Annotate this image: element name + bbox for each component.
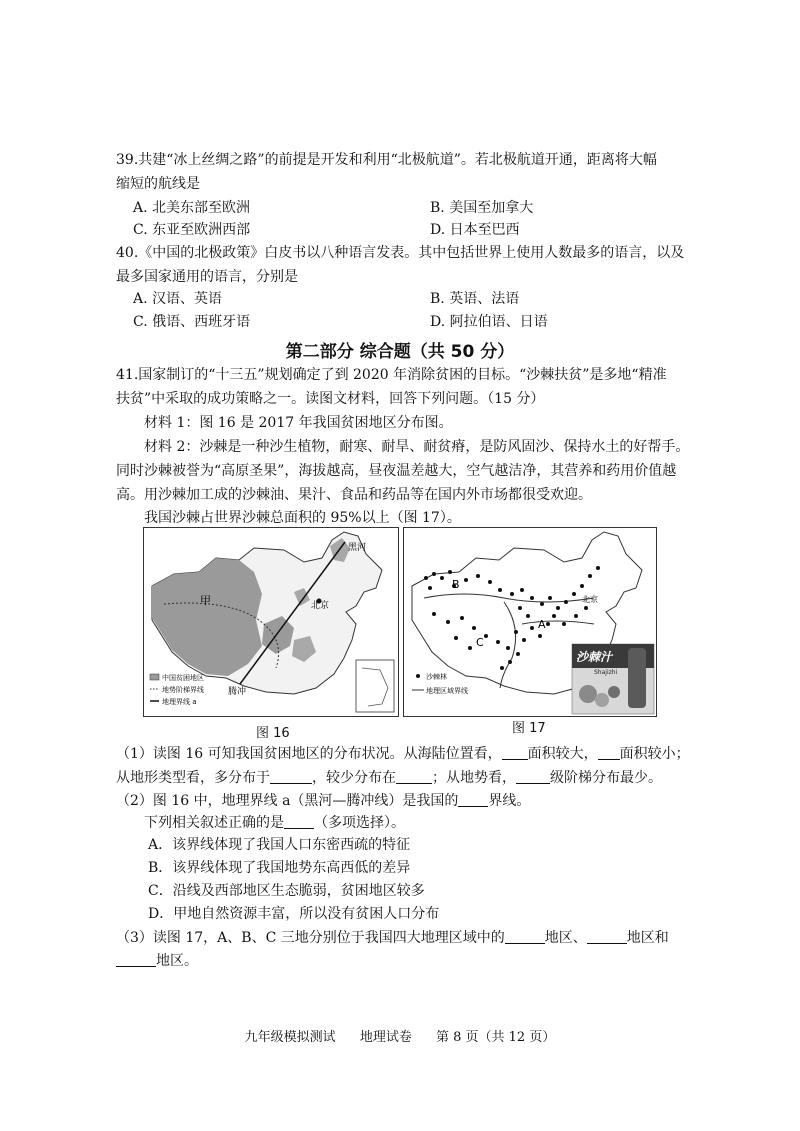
sub2-text3: 下列相关叙述正确的是 xyxy=(144,815,284,831)
sub3-blank3[interactable] xyxy=(116,952,156,967)
sub2-option-a: A．该界线体现了我国人口东密西疏的特征 xyxy=(148,837,411,853)
label-beijing: 北京 xyxy=(311,601,330,611)
sub1-blank4[interactable] xyxy=(396,769,432,784)
sub3-line1 xyxy=(116,928,669,948)
q41-material2-line1: 材料 2：沙棘是一种沙生植物，耐寒、耐旱、耐贫瘠，是防风固沙、保持水土的好帮手。 xyxy=(144,439,690,455)
page-footer xyxy=(0,1026,800,1045)
product-subtext: Shajizhi xyxy=(594,669,618,676)
footer-exam: 九年级模拟测试 xyxy=(244,1030,336,1045)
sub1-text7: 级阶梯分布最少。 xyxy=(550,770,662,786)
sub2-line1 xyxy=(116,791,530,811)
label-b: B xyxy=(452,578,460,591)
sub2-blank2[interactable] xyxy=(284,814,314,829)
q41-material1: 材料 1：图 16 是 2017 年我国贫困地区分布图。 xyxy=(144,415,453,431)
legend-poor-label: 中国贫困地区 xyxy=(162,674,204,682)
sub3-line2 xyxy=(116,951,198,971)
sub3-blank1[interactable] xyxy=(505,929,545,944)
q39-option-a: A. 北美东部至欧洲 xyxy=(133,200,251,216)
footer-page: 第 8 页（共 12 页） xyxy=(435,1030,556,1045)
sub2-option-c: C．沿线及西部地区生态脆弱，贫困地区较多 xyxy=(148,883,425,899)
sub1-text1: （1）读图 16 可知我国贫困地区的分布状况。从海陆位置看， xyxy=(116,746,502,762)
label-c: C xyxy=(476,636,484,649)
seabuckthorn-juice-photo xyxy=(572,644,654,714)
label-jia: 甲 xyxy=(200,594,211,607)
sub1-blank2[interactable] xyxy=(598,745,620,760)
section-title: 第二部分 综合题（共 50 分） xyxy=(285,342,515,362)
figure-16-map xyxy=(143,527,399,717)
q41-stem-line2: 扶贫”中采取的成功策略之一。读图文材料，回答下列问题。（15 分） xyxy=(116,391,545,407)
sub1-text6: ；从地势看， xyxy=(432,770,516,786)
label-beijing-17: 北京 xyxy=(582,595,598,604)
q40-stem-line1: 40.《中国的北极政策》白皮书以八种语言发表。其中包括世界上使用人数最多的语言，以及 xyxy=(116,245,685,261)
sub1-line1 xyxy=(116,744,690,764)
china-seabuckthorn-map xyxy=(404,528,656,716)
legend-line-a-label: 地理界线 a xyxy=(162,698,197,706)
sub2-option-d: D．甲地自然资源丰富，所以没有贫困人口分布 xyxy=(148,906,440,922)
q39-option-b: B. 美国至加拿大 xyxy=(430,200,534,216)
q40-option-a: A. 汉语、英语 xyxy=(133,291,223,307)
sub1-text5: ，较少分布在 xyxy=(312,770,396,786)
sub3-text2: 地区、 xyxy=(544,930,587,946)
legend-forest-label: 沙棘林 xyxy=(426,673,447,681)
figure-17-map xyxy=(403,527,657,717)
sub1-blank3[interactable] xyxy=(270,769,312,784)
legend-forest-swatch xyxy=(416,674,420,678)
sub3-text4: 地区。 xyxy=(156,953,198,969)
q41-material2-line3: 高。用沙棘加工成的沙棘油、果汁、食品和药品等在国内外市场都很受欢迎。 xyxy=(116,487,592,503)
footer-subject: 地理试卷 xyxy=(359,1030,412,1045)
figure-17-caption: 图 17 xyxy=(512,721,546,736)
legend-boundary-label: 地理区域界线 xyxy=(426,687,468,695)
legend-terrace-label: 地势阶梯界线 xyxy=(162,686,204,694)
q39-option-d: D. 日本至巴西 xyxy=(430,222,520,238)
sub1-blank1[interactable] xyxy=(502,745,528,760)
label-tengchong: 腾冲 xyxy=(228,687,247,697)
sub3-text1: （3）读图 17，A、B、C 三地分别位于我国四大地理区域中的 xyxy=(116,930,505,946)
sub1-text2: 面积较大， xyxy=(527,746,598,762)
label-heihe: 黑河 xyxy=(348,543,367,553)
south-china-sea-inset xyxy=(356,660,394,712)
product-text: 沙棘汁 xyxy=(576,650,613,664)
sub2-text4: （多项选择）。 xyxy=(314,815,405,831)
q41-stem-line1: 41.国家制订的“十三五”规划确定了到 2020 年消除贫困的目标。“沙棘扶贫”是多地“精准 xyxy=(116,367,667,383)
q41-material2-line2: 同时沙棘被誉为“高原圣果”，海拔越高，昼夜温差越大，空气越洁净，其营养和药用价值越 xyxy=(116,463,677,479)
label-a: A xyxy=(538,618,546,631)
sub2-blank1[interactable] xyxy=(458,792,488,807)
q40-option-d: D. 阿拉伯语、日语 xyxy=(430,314,548,330)
q39-option-c: C. 东亚至欧洲西部 xyxy=(133,222,251,238)
sub1-line2 xyxy=(116,768,662,788)
legend-poor-swatch xyxy=(150,674,159,680)
figure-16-caption: 图 16 xyxy=(256,726,290,741)
sub2-line2 xyxy=(144,813,405,833)
q40-option-c: C. 俄语、西班牙语 xyxy=(133,314,251,330)
sub2-text1: （2）图 16 中，地理界线 a（黑河—腾冲线）是我国的 xyxy=(116,793,459,809)
west-poverty-area xyxy=(152,558,262,676)
china-poverty-map xyxy=(144,528,398,716)
q40-stem-line2: 最多国家通用的语言，分别是 xyxy=(116,269,298,285)
q41-material2-line4: 我国沙棘占世界沙棘总面积的 95%以上（图 17）。 xyxy=(144,510,461,526)
sub2-option-b: B．该界线体现了我国地势东高西低的差异 xyxy=(148,860,411,876)
sub1-blank5[interactable] xyxy=(516,769,550,784)
sub1-text4: 从地形类型看，多分布于 xyxy=(116,770,270,786)
sub3-blank2[interactable] xyxy=(587,929,627,944)
q39-stem-line2: 缩短的航线是 xyxy=(116,176,200,192)
sub1-text3: 面积较小； xyxy=(619,746,690,762)
sub2-text2: 界线。 xyxy=(488,793,531,809)
q40-option-b: B. 英语、法语 xyxy=(430,291,520,307)
q39-stem-line1: 39.共建“冰上丝绸之路”的前提是开发和利用“北极航道”。若北极航道开通，距离将大幅 xyxy=(116,152,657,168)
sub3-text3: 地区和 xyxy=(626,930,669,946)
